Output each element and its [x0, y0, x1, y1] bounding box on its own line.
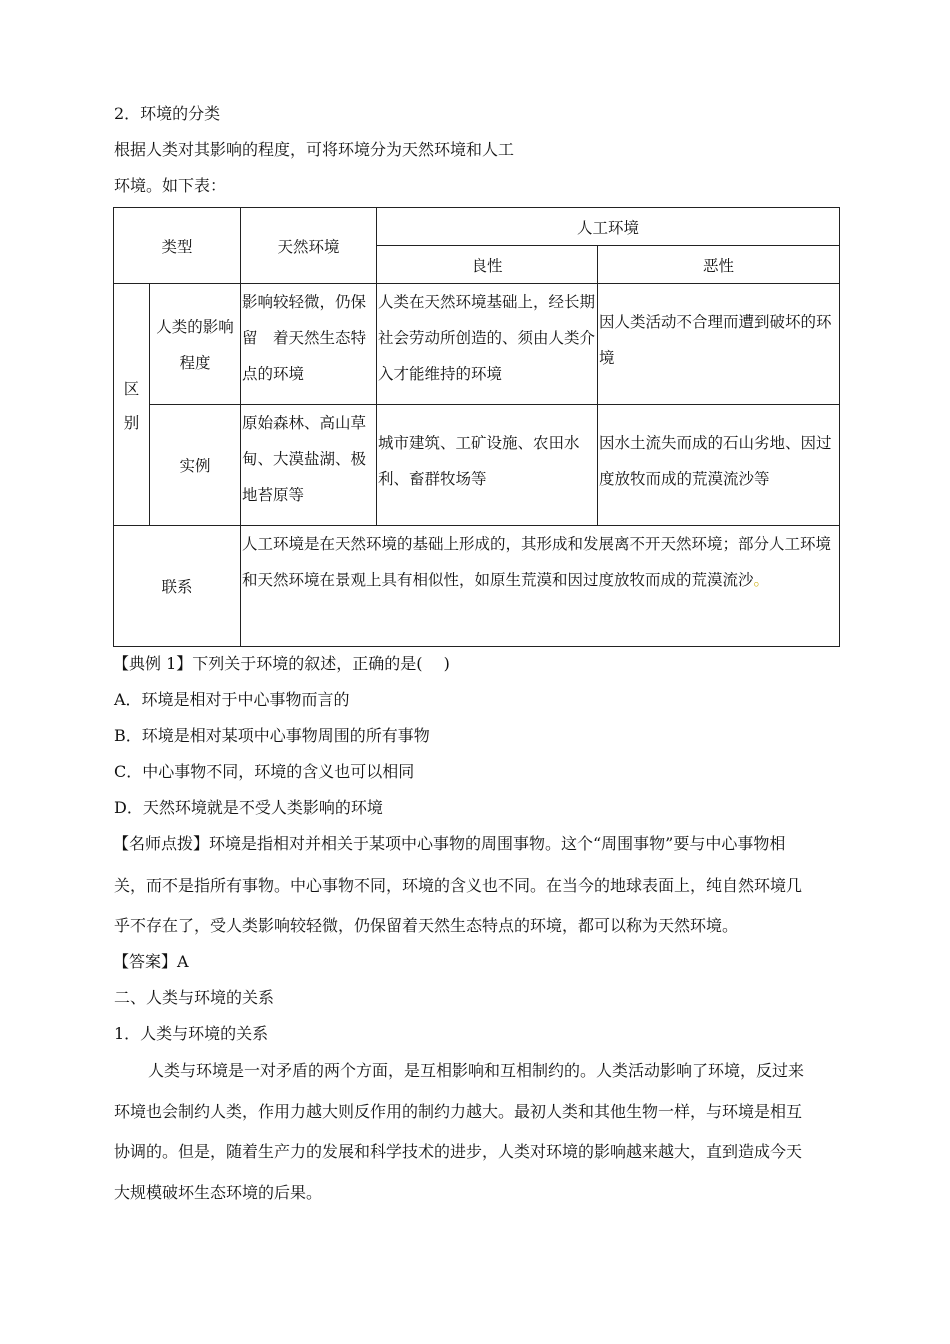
para-line-1: 人类与环境是一对矛盾的两个方面，是互相影响和互相制约的。人类活动影响了环境，反过来 — [148, 1061, 805, 1080]
option-d: D．天然环境就是不受人类影响的环境 — [114, 798, 383, 817]
section2-subtitle: 1．人类与环境的关系 — [114, 1024, 269, 1043]
type-header: 类型 — [114, 208, 241, 284]
influence-natural: 影响较轻微，仍保留 着天然生态特点的环境 — [241, 284, 377, 405]
environment-classification-table — [113, 207, 840, 647]
heading-classification: 2．环境的分类 — [114, 104, 221, 123]
option-a: A．环境是相对于中心事物而言的 — [114, 690, 350, 709]
option-c: C．中心事物不同，环境的含义也可以相同 — [114, 762, 415, 781]
influence-label-line-1: 人类的影响 — [156, 318, 234, 336]
difference-label-char-2: 别 — [123, 413, 140, 432]
intro-line-2: 环境。如下表： — [114, 176, 227, 195]
difference-label-char-1: 区 — [123, 379, 140, 398]
relation-cell — [241, 526, 840, 647]
influence-benign: 人类在天然环境基础上，经长期社会劳动所创造的、须由人类介入才能维持的环境 — [377, 284, 598, 405]
para-line-2: 环境也会制约人类，作用力越大则反作用的制约力越大。最初人类和其他生物一样，与环境是相互 — [114, 1102, 803, 1121]
answer: 【答案】A — [113, 952, 189, 971]
relation-end-mark: 。 — [753, 571, 770, 589]
difference-label — [114, 284, 150, 526]
para-line-3: 协调的。但是，随着生产力的发展和科学技术的进步，人类对环境的影响越来越大，直到造成今天 — [114, 1142, 803, 1161]
artificial-header: 人工环境 — [377, 208, 840, 246]
tip-line-1: 【名师点拨】环境是指相对并相关于某项中心事物的周围事物。这个“周围事物”要与中心事物相 — [113, 834, 786, 853]
relation-text: 人工环境是在天然环境的基础上形成的，其形成和发展离不开天然环境；部分人工环境和天然环境在景观上具有相似性，如原生荒漠和因过度放牧而成的荒漠流沙 — [242, 535, 832, 589]
example-natural: 原始森林、高山草甸、大漠盐湖、极地苔原等 — [241, 405, 377, 526]
tip-line-2: 关，而不是指所有事物。中心事物不同，环境的含义也不同。在当今的地球表面上，纯自然环境几 — [114, 876, 803, 895]
section2-title: 二、人类与环境的关系 — [114, 988, 275, 1007]
example-benign: 城市建筑、工矿设施、农田水利、畜群牧场等 — [377, 405, 598, 526]
benign-header: 良性 — [377, 246, 598, 284]
example1-question: 【典例 1】下列关于环境的叙述，正确的是( ) — [113, 654, 450, 673]
example-label: 实例 — [150, 405, 241, 526]
option-b: B．环境是相对某项中心事物周围的所有事物 — [114, 726, 430, 745]
para-line-4: 大规模破坏生态环境的后果。 — [114, 1183, 323, 1202]
natural-header: 天然环境 — [241, 208, 377, 284]
malign-header: 恶性 — [598, 246, 840, 284]
influence-label — [150, 284, 241, 405]
intro-line-1: 根据人类对其影响的程度，可将环境分为天然环境和人工 — [114, 140, 515, 159]
relation-label: 联系 — [114, 526, 241, 647]
tip-line-3: 乎不存在了，受人类影响较轻微，仍保留着天然生态特点的环境，都可以称为天然环境。 — [114, 916, 739, 935]
influence-malign: 因人类活动不合理而遭到破坏的环境 — [598, 284, 840, 405]
influence-label-line-2: 程度 — [179, 354, 211, 372]
example-malign: 因水土流失而成的石山劣地、因过度放牧而成的荒漠流沙等 — [598, 405, 840, 526]
